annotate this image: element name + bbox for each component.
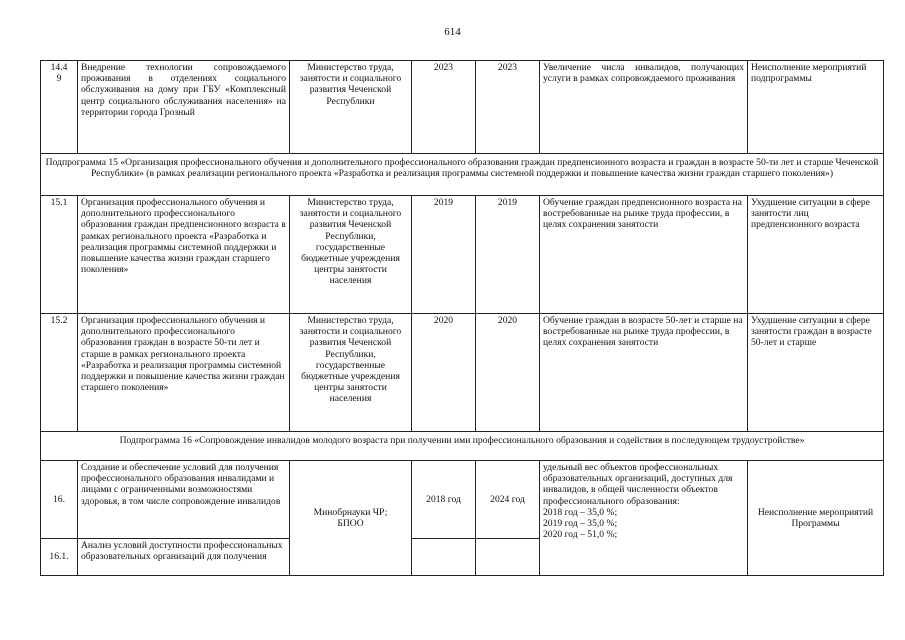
table-row bbox=[41, 196, 884, 314]
activity-name: Организация профессионального обучения и дополнительного профессионального образования граждан предпенсионного возраста в рамках регионального проекта «Разработка и реализация программы системной поддержки и повышение качества жизни граждан старшего поколения» bbox=[78, 196, 290, 314]
page-number: 614 bbox=[444, 26, 461, 38]
executor: Министерство труда, занятости и социального развития Чеченской Республики bbox=[290, 61, 412, 154]
end-year: 2020 bbox=[476, 314, 540, 432]
expected-result: Увеличение числа инвалидов, получающих услуги в рамках сопровождаемого проживания bbox=[540, 61, 748, 154]
table-row bbox=[41, 314, 884, 432]
expected-result: Обучение граждан предпенсионного возраста на востребованные на рынке труда профессии, в целях сохранения занятости bbox=[540, 196, 748, 314]
end-year: 2019 bbox=[476, 196, 540, 314]
subprogram-16-title: Подпрограмма 16 «Сопровождение инвалидов молодого возраста при получении ими профессионального образования и содействия в последующем трудоустройстве» bbox=[41, 432, 884, 461]
subprogram-header bbox=[41, 432, 884, 461]
table-row bbox=[41, 61, 884, 154]
activity-name: Анализ условий доступности профессиональных образовательных организаций для получения bbox=[78, 539, 290, 576]
start-year: 2023 bbox=[412, 61, 476, 154]
subprogram-15-title: Подпрограмма 15 «Организация профессионального обучения и дополнительного профессионального образования граждан предпенсионного возраста и граждан в возрасте 50-ти лет и старше Чеченской Республики» (в рамках реализации регионального проекта «Разработка и реализация программы системной поддержки и повышение качества жизни граждан старшего поколения») bbox=[41, 154, 884, 196]
consequence: Ухудшение ситуации в сфере занятости граждан в возрасте 50-лет и старше bbox=[748, 314, 884, 432]
activity-name: Организация профессионального обучения и дополнительного профессионального образования граждан в возрасте 50-ти лет и старше в рамках регионального проекта «Разработка и реализация программы системной поддержки и повышение качества жизни граждан старшего поколения» bbox=[78, 314, 290, 432]
start-year: 2018 год bbox=[412, 461, 476, 539]
row-number: 15.2 bbox=[41, 314, 78, 432]
row-number: 16.1. bbox=[41, 539, 78, 576]
row-number: 16. bbox=[41, 461, 78, 539]
start-year: 2020 bbox=[412, 314, 476, 432]
consequence: Ухудшение ситуации в сфере занятости лиц предпенсионного возраста bbox=[748, 196, 884, 314]
end-year: 2024 год bbox=[476, 461, 540, 539]
program-table bbox=[40, 60, 884, 576]
table-row bbox=[41, 461, 884, 539]
end-year-empty bbox=[476, 539, 540, 576]
executor: Министерство труда, занятости и социального развития Чеченской Республики, государственные бюджетные учреждения центры занятости населения bbox=[290, 196, 412, 314]
consequence: Неисполнение мероприятий Программы bbox=[748, 461, 884, 576]
expected-result: Обучение граждан в возрасте 50-лет и старше на востребованные на рынке труда профессии, в целях сохранения занятости bbox=[540, 314, 748, 432]
row-number: 15.1 bbox=[41, 196, 78, 314]
executor: Министерство труда, занятости и социального развития Чеченской Республики, государственные бюджетные учреждения центры занятости населения bbox=[290, 314, 412, 432]
expected-result: удельный вес объектов профессиональных образовательных организаций, доступных для инвалидов, в общей численности объектов профессионального образования: 2018 год – 35,0 %; 2019 год – 35,0 %; 2020 год – 51,0 %; bbox=[540, 461, 748, 576]
subprogram-header bbox=[41, 154, 884, 196]
activity-name: Создание и обеспечение условий для получения профессионального образования инвалидами и лицами с ограниченными возможностями здоровья, в том числе сопровождение инвалидов bbox=[78, 461, 290, 539]
start-year-empty bbox=[412, 539, 476, 576]
start-year: 2019 bbox=[412, 196, 476, 314]
consequence: Неисполнение мероприятий подпрограммы bbox=[748, 61, 884, 154]
row-number: 14.4 9 bbox=[41, 61, 78, 154]
executor: Минобрнауки ЧР; БПОО bbox=[290, 461, 412, 576]
activity-name: Внедрение технологии сопровождаемого проживания в отделениях социального обслуживания на дому при ГБУ «Комплексный центр социального обслуживания населения» на территории города Грозный bbox=[78, 61, 290, 154]
end-year: 2023 bbox=[476, 61, 540, 154]
